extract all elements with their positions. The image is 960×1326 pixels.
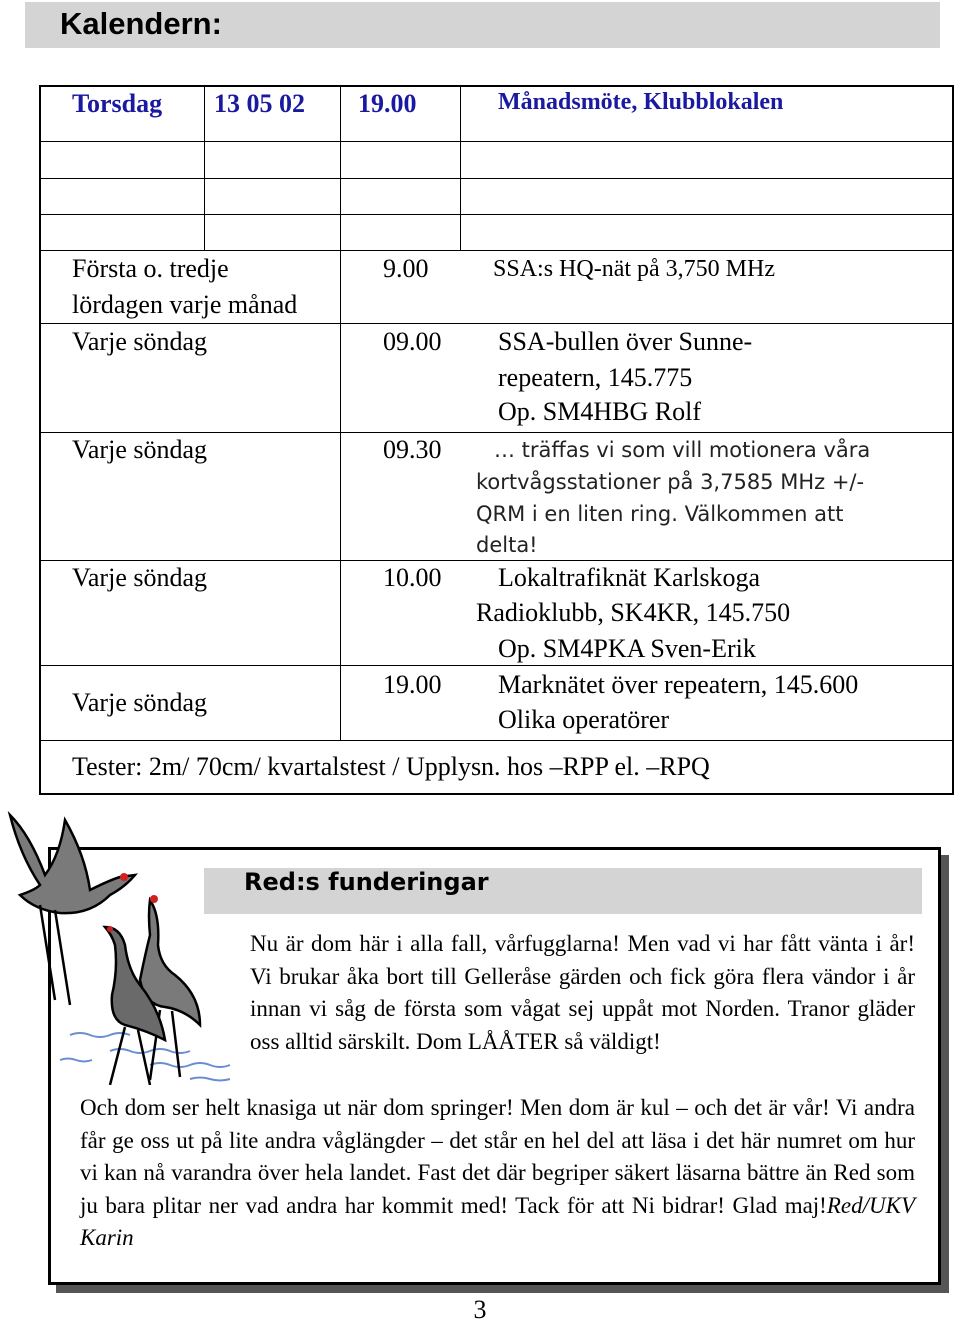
table-rule — [340, 250, 341, 740]
box-shadow — [56, 1285, 949, 1293]
schedule-day: Varje söndag — [72, 688, 208, 717]
schedule-desc: SSA-bullen över Sunne- — [498, 327, 753, 356]
note-signature: Red/UKV Karin — [80, 1192, 915, 1250]
note-heading: Red:s funderingar — [244, 868, 489, 896]
schedule-day: Varje söndag — [72, 435, 208, 464]
schedule-time: 09.30 — [383, 435, 442, 464]
tester-line: Tester: 2m/ 70cm/ kvartalstest / Upplysn. hos –RPP el. –RPQ — [72, 752, 710, 781]
schedule-desc: Radioklubb, SK4KR, 145.750 — [476, 598, 791, 627]
table-rule — [39, 250, 954, 251]
schedule-desc: QRM i en liten ring. Välkommen att — [476, 502, 844, 526]
page-title: Kalendern: — [60, 6, 222, 41]
schedule-time: 19.00 — [383, 670, 442, 699]
schedule-desc: … träffas vi som vill motionera våra — [494, 438, 871, 462]
schedule-desc: kortvågsstationer på 3,7585 MHz +/- — [476, 470, 865, 494]
meeting-date: 13 05 02 — [214, 89, 305, 118]
table-rule — [204, 85, 205, 250]
table-rule — [39, 178, 954, 179]
meeting-time: 19.00 — [358, 89, 417, 118]
schedule-desc: repeatern, 145.775 — [498, 363, 693, 392]
schedule-desc: delta! — [476, 533, 538, 557]
schedule-desc: SSA:s HQ-nät på 3,750 MHz — [493, 256, 775, 282]
table-rule — [39, 665, 954, 666]
table-rule — [39, 740, 954, 741]
schedule-desc: Op. SM4PKA Sven-Erik — [498, 634, 756, 663]
schedule-time: 9.00 — [383, 254, 429, 283]
table-rule — [460, 85, 461, 250]
schedule-day: lördagen varje månad — [72, 290, 298, 319]
table-rule — [39, 214, 954, 215]
box-shadow — [941, 855, 949, 1291]
schedule-time: 10.00 — [383, 563, 442, 592]
table-rule — [39, 432, 954, 433]
page-number: 3 — [473, 1295, 487, 1324]
schedule-day: Varje söndag — [72, 327, 208, 356]
schedule-day: Varje söndag — [72, 563, 208, 592]
schedule-desc: Lokaltrafiknät Karlskoga — [498, 563, 761, 592]
schedule-desc: Op. SM4HBG Rolf — [498, 397, 701, 426]
schedule-desc: Marknätet över repeatern, 145.600 — [498, 670, 859, 699]
meeting-day: Torsdag — [72, 89, 163, 118]
schedule-time: 09.00 — [383, 327, 442, 356]
cranes-illustration — [0, 795, 250, 1085]
note-paragraph — [80, 1092, 915, 1255]
table-rule — [39, 141, 954, 142]
schedule-day: Första o. tredje — [72, 254, 229, 283]
note-paragraph-text: Och dom ser helt knasiga ut när dom springer! Men dom är kul – och det är vår! Vi andra får ge oss ut på lite andra våglängder – det står en hel del att läsa i det här numret om hur vi kan nå varandra över hela landet. Fast det där begriper säkert läsarna bättre än Red som ju bara plitar ner vad andra har kommit med! Tack för att Ni bidrar! Glad maj! — [80, 1095, 915, 1218]
note-paragraph: Nu är dom här i alla fall, vårfugglarna! Men vad vi har fått vänta i år! Vi brukar åka bort till Gelleråse gärden och fick göra flera vändor i år innan vi såg de första som vågat sej uppåt mot Norden. Tranor gläder oss alltid särskilt. Dom LÅÅTER så väldigt! — [250, 931, 915, 1054]
schedule-desc: Olika operatörer — [498, 705, 670, 734]
table-rule — [39, 323, 954, 324]
table-rule — [340, 85, 341, 250]
meeting-event: Månadsmöte, Klubblokalen — [498, 89, 784, 115]
